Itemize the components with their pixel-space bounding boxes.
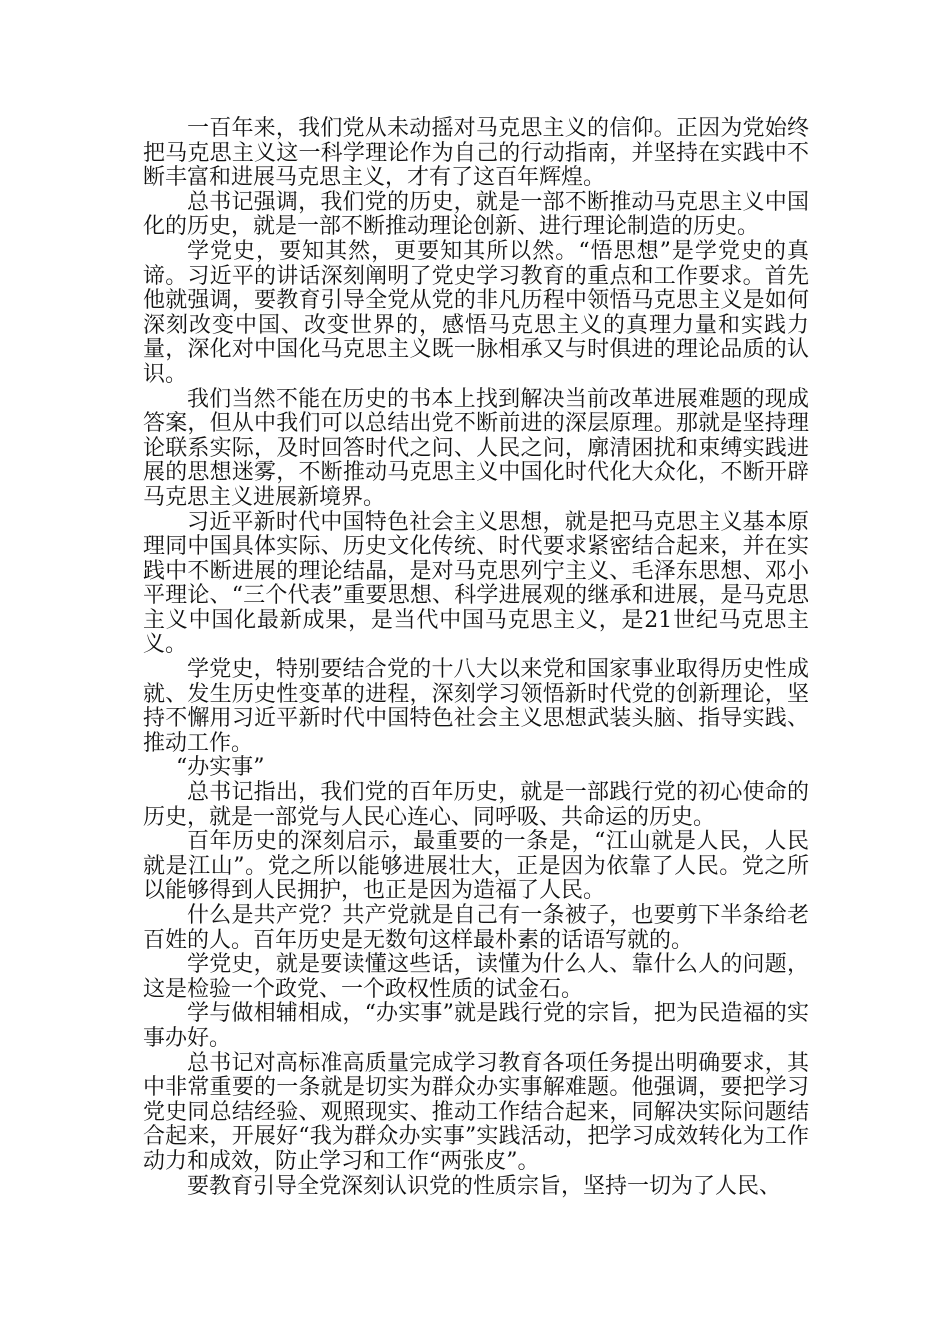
paragraph: 习近平新时代中国特色社会主义思想，就是把马克思主义基本原理同中国具体实际、历史文化传统、时代要求紧密结合起来，并在实践中不断进展的理论结晶，是对马克思列宁主义、毛泽东思想、邓小平理论、“三个代表”重要思想、科学进展观的继承和进展，是马克思主义中国化最新成果，是当代中国马克思主义，是21世纪马克思主义。 [143, 509, 809, 658]
paragraph: 总书记对高标准高质量完成学习教育各项任务提出明确要求，其中非常重要的一条就是切实为群众办实事解难题。他强调，要把学习党史同总结经验、观照现实、推动工作结合起来，同解决实际问题结合起来，开展好“我为群众办实事”实践活动，把学习成效转化为工作动力和成效，防止学习和工作“两张皮”。 [143, 1050, 809, 1174]
paragraph: 什么是共产党？共产党就是自己有一条被子，也要剪下半条给老百姓的人。百年历史是无数句这样最朴素的话语写就的。 [143, 903, 809, 953]
paragraph: 学党史，要知其然，更要知其所以然。“悟思想”是学党史的真谛。习近平的讲话深刻阐明了党史学习教育的重点和工作要求。首先他就强调，要教育引导全党从党的非凡历程中领悟马克思主义是如何深刻改变中国、改变世界的，感悟马克思主义的真理力量和实践力量，深化对中国化马克思主义既一脉相承又与时俱进的理论品质的认识。 [143, 238, 809, 387]
paragraph: 百年历史的深刻启示，最重要的一条是，“江山就是人民，人民就是江山”。党之所以能够进展壮大，正是因为依靠了人民。党之所以能够得到人民拥护，也正是因为造福了人民。 [143, 829, 809, 904]
section-heading: “办实事” [176, 755, 265, 781]
paragraph: 学党史，特别要结合党的十八大以来党和国家事业取得历史性成就、发生历史性变革的进程，深刻学习领悟新时代党的创新理论，坚持不懈用习近平新时代中国特色社会主义思想武装头脑、指导实践、推动工作。 [143, 657, 809, 756]
paragraph: 总书记指出，我们党的百年历史，就是一部践行党的初心使命的历史，就是一部党与人民心连心、同呼吸、共命运的历史。 [143, 780, 809, 830]
paragraph: 一百年来，我们党从未动摇对马克思主义的信仰。正因为党始终把马克思主义这一科学理论作为自己的行动指南，并坚持在实践中不断丰富和进展马克思主义，才有了这百年辉煌。 [143, 116, 809, 191]
paragraph: 学党史，就是要读懂这些话，读懂为什么人、靠什么人的问题，这是检验一个政党、一个政权性质的试金石。 [143, 952, 809, 1002]
paragraph: 学与做相辅相成，“办实事”就是践行党的宗旨，把为民造福的实事办好。 [143, 1001, 809, 1051]
paragraph: 总书记强调，我们党的历史，就是一部不断推动马克思主义中国化的历史，就是一部不断推动理论创新、进行理论制造的历史。 [143, 189, 809, 240]
paragraph: 我们当然不能在历史的书本上找到解决当前改革进展难题的现成答案，但从中我们可以总结出党不断前进的深层原理。那就是坚持理论联系实际，及时回答时代之问、人民之问，廓清困扰和束缚实践进展的思想迷雾，不断推动马克思主义中国化时代化大众化，不断开辟马克思主义进展新境界。 [143, 386, 809, 510]
paragraph: 要教育引导全党深刻认识党的性质宗旨，坚持一切为了人民、 [187, 1173, 782, 1199]
document-body [143, 117, 809, 1199]
